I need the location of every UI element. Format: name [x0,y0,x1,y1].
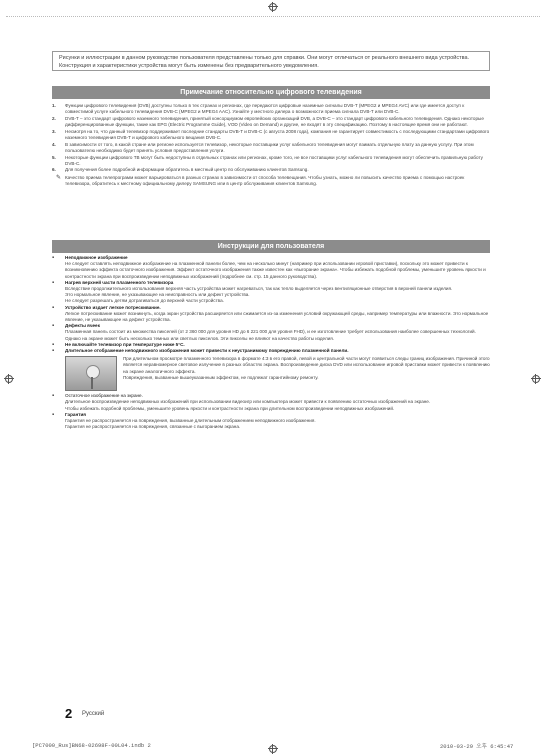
note-item: 6. Для получения более подробной информации обратитесь в местный центр по обслуживанию клиентов Samsung. [52,167,309,173]
instruction-heat: ▪ Нагрев верхней части плазменного телевизора [52,279,174,286]
section-digital-tv-title: Примечание относительно цифрового телевидения [52,86,490,99]
registration-mark-left [4,374,14,384]
page-number: 2 [65,706,73,721]
print-slug-right: 2010-03-29 오후 6:45:47 [440,743,514,750]
burn-in-illustration-image [65,356,117,391]
burn-in-illustration-block: При длительном просмотре плазменного телевизора в формате 4:3 в его правой, левой и центральной части могут появиться следы границ изображения. Причиной этого является неравномерное световое излучение в разных областях экрана. Воспроизведение диска DVD или использование игровой приставки может привести к появлению на экране аналогичного эффекта. Повреждения, вызванные вышеуказанным эффектом, не подлежат гарантийному ремонту. [65,356,490,391]
note-item: 1. Функции цифрового телевидения (DVB) доступны только в тех странах и регионах, где передаются цифровые наземные сигналы DVB-T (MPEG2 и MPEG4 AVC) или где имеется доступ к совместимой услуге кабельного телевидения DVB-C (MPEG2 и MPEG4 AAC). Узнайте у местного дилера о возможности приема сигнала DVB-T или DVB-C. [52,103,465,115]
note-item: 4. В зависимости от того, в какой стране или регионе используется телевизор, некоторые поставщики услуг кабельного телевидения могут взимать отдельную плату за данную услугу. При этом пользователю необходимо будет принять условия предоставления услуги. [52,141,474,153]
digital-tv-notes [52,103,490,187]
note-item: 2. DVB-T – это стандарт цифрового наземного телевидения, принятый консорциумом европейских организаций DVB, а DVB-C – это стандарт цифрового кабельного телевидения. Однако некоторые дифференцированные функции, такие как EPG (Electric Programme Guide), VOD (Video on Demand) и другие, не входят в эту спецификацию. Поэтому в настоящее время они не работают. [52,115,484,128]
note-item: 3. Несмотря на то, что данный телевизор поддерживает последние стандарты DVB-T и DVB-C (с августа 2008 года), компания не гарантирует совместимость с последующими стандартами цифрового наземного телевидения DVB-T и цифрового кабельного вещания DVB-C. [52,128,490,141]
instruction-still-image: ▪ Неподвижное изображение [52,255,128,261]
page-trim-line [6,16,540,19]
disclaimer-box: Рисунки и иллюстрации в данном руководстве пользователя представлены только для справки. Они могут отличаться от реального внешнего вида устройства. Конструкция и характеристики устройства могут быть изменены без предварительного уведомления. [52,51,490,71]
registration-mark-top [268,2,278,12]
registration-mark-right [531,374,541,384]
note-pencil-icon: ✎ [55,174,62,181]
instruction-after-image: ▪ Остаточное изображение на экране. [52,393,143,400]
instruction-temperature: ▪ Не включайте телевизор при температуре ниже 5°C. [52,341,185,348]
instruction-warranty: ▪ Гарантия [52,411,86,418]
instruction-noise: ▪ Устройство издает легкое потрескивание. [52,304,161,311]
section-user-instructions-title: Инструкции для пользователя [52,240,490,253]
registration-mark-bottom [268,744,278,754]
user-instructions: ▪ Неподвижное изображение Не следует оставлять неподвижное изображение на плазменной панели более, чем на несколько минут (например при использовании игровой приставки), поскольку это может привести к возникновению эффекта остаточного изображения. Эффект остаточного изображения также известен как «выгорание экрана». Чтобы избежать подобной проблемы, уменьшите уровень яркости и контрастности экрана при воспроизведении неподвижных изображений (подробнее см. стр. 15 данного руководства). ▪ Нагрев верхней части плазменного телевизора Вследствие продолжительного использования верхняя часть устройства может нагреваться, так как тепло выделяется через вентиляционные отверстия в верхней панели изделия. Это нормальное явление, не указывающее на неисправность или дефект устройства. Не следует разрешать детям дотрагиваться до верхней части устройства. ▪ Устройство издает легкое потрескивание. Легкое потрескивание может возникнуть, когда экран устройства расширяется или сжимается из-за изменения условий окружающей среды, например температуры или влажности. Это нормальное явление, не указывающее на дефект устройства. ▪ Дефекты ячеек Плазменная панель состоит из множества пикселей (от 2 360 000 для уровня HD до 6 221 000 для уровня FHD), и ее изготовление требует использования наиболее совершенных технологий. Однако на экране может быть несколько темных или светлых пикселов. Эти пикселы не влияют на качество работы изделия. ▪ Не включайте телевизор при температуре ниже 5°C. ▪ Длительное отображение неподвижного изображения может привести к неустранимому повреждению плазменной панели. При длительном просмотре плазменного телевизора в формате 4:3 в его правой, левой и центральной части могут появиться следы границ изображения. Причиной этого является неравномерное световое излучение в разных областях экрана. Воспроизведение диска DVD или использование игровой приставки может привести к появлению на экране аналогичного эффекта. Повреждения, вызванные вышеуказанным эффектом, не подлежат гарантийному ремонту. ▪ Остаточное изображение на экране. Длительное воспроизведение неподвижных изображений при использовании видеоигр или компьютера может привести к появлению остаточных изображений на экране. Чтобы избежать подобной проблемы, уменьшите уровень яркости и контрастности экрана при длительном воспроизведении неподвижных изображений. ▪ Гарантия Гарантия не распространяется на повреждения, вызванные длительным отображением неподвижного изображения. Гарантия не распространяется на повреждения, связанные с выгоранием экрана. [52,255,490,430]
reception-note: ✎ Качество приема телепрограмм может варьироваться в разных странах в зависимости от способа телевещания. Чтобы узнать, можно ли повысить качество приема с помощью настроек телевизора, обратитесь к местному официальному дилеру SAMSUNG или в центр обслуживания клиентов Samsung. [52,175,490,188]
print-slug-left: [PC7000_Rus]BN68-02698F-00L04.indb 2 [32,742,151,749]
instruction-long-display: ▪ Длительное отображение неподвижного изображения может привести к неустранимому повреждению плазменной панели. [52,348,349,355]
note-item: 5. Некоторые функции цифрового ТВ могут быть недоступны в отдельных странах или регионах, кроме того, не все поставщики услуг кабельного телевидения могут обеспечить правильную работу DVB-C. [52,154,483,166]
instruction-cell-defects: ▪ Дефекты ячеек [52,323,100,330]
page-language: Русский [82,711,105,717]
